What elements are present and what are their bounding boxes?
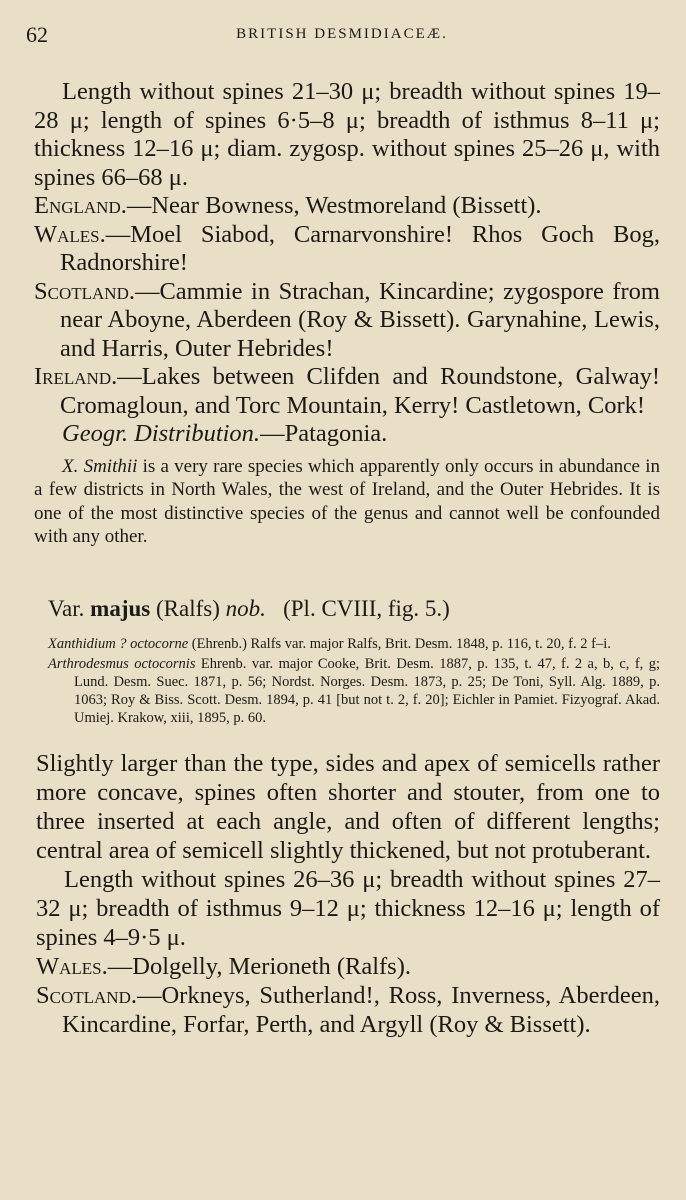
region-label: Ireland. — [34, 363, 118, 390]
species-details — [34, 78, 660, 549]
running-head — [24, 18, 660, 50]
region-label: Scotland. — [34, 277, 135, 305]
locality-text: —Moel Siabod, Carnarvonshire! Rhos Goch Bog, Radnorshire! — [60, 220, 660, 276]
synonym-text: (Ehrenb.) Ralfs var. major Ralfs, Brit. Desm. 1848, p. 116, t. 20, f. 2 f–i. — [188, 635, 611, 652]
distribution-label: Geogr. Distribution. — [62, 420, 261, 447]
synonym-taxon: Arthrodesmus octocornis — [48, 655, 196, 672]
locality-wales-2 — [36, 952, 660, 981]
remarks-paragraph — [34, 455, 660, 549]
synonym-text: Ehrenb. var. major Cooke, Brit. Desm. 1887, p. 135, t. 47, f. 2 a, b, c, f, g; Lund. Desm. Suec. 1871, p. 56; Nordst. Norges. Desm. 1873, p. 25; De Toni, Syll. Alg. 1889, p. 1063; Roy & Biss. Scott. Desm. 1894, p. 41 [but not t. 2, f. 20]; Eichler in Pamiet. Fizyograf. Akad. Umiej. Krakow, xiii, 1895, p. 60. — [74, 655, 660, 726]
variety-nob: nob. — [225, 595, 266, 621]
locality-text: —Cammie in Strachan, Kincardine; zygospore from near Aboyne, Aberdeen (Roy & Bissett). Garynahine, Lewis, and Harris, Outer Hebrides! — [60, 277, 660, 362]
remarks-text: is a very rare species which apparently only occurs in abundance in a few districts in North Wales, the west of Ireland, and the Outer Hebrides. It is one of the most distinctive species of the genus and cannot well be confounded with any other. — [34, 455, 660, 547]
region-label: Wales. — [36, 952, 108, 980]
description-paragraph: Slightly larger than the type, sides and apex of semicells rather more concave, spines often shorter and stouter, from one to three inserted at each angle, and often of different lengths; central area of semicell slightly thickened, but not protuberant. — [36, 749, 660, 864]
locality-ireland — [34, 363, 660, 420]
synonym-entry — [48, 655, 660, 727]
variety-prefix: Var. — [48, 595, 91, 621]
locality-wales — [34, 221, 660, 278]
distribution-text: —Patagonia. — [260, 420, 388, 447]
geographic-distribution — [34, 420, 660, 449]
locality-text: —Near Bowness, Westmoreland (Bissett). — [126, 192, 542, 219]
variety-details — [36, 749, 660, 1039]
variety-name: majus — [90, 595, 151, 621]
region-label: Wales. — [34, 220, 106, 248]
locality-text: —Orkneys, Sutherland!, Ross, Inverness, Aberdeen, Kincardine, Forfar, Perth, and Argyll (Roy & Bissett). — [62, 981, 660, 1038]
measurements-paragraph: Length without spines 21–30 μ; breadth without spines 19–28 μ; length of spines 6·5–8 μ; breadth of isthmus 8–11 μ; thickness 12–16 μ; diam. zygosp. without spines 25–26 μ, with spines 66–68 μ. — [34, 78, 660, 191]
locality-text: —Dolgelly, Merioneth (Ralfs). — [107, 952, 411, 980]
locality-text: —Lakes between Clifden and Roundstone, Galway! Cromagloun, and Torc Mountain, Kerry! Castletown, Cork! — [60, 363, 660, 419]
region-label: England. — [34, 192, 127, 219]
variety-authority: (Ralfs) — [150, 595, 226, 621]
locality-england — [34, 192, 660, 221]
variety-heading — [24, 595, 660, 623]
measurements-paragraph-2: Length without spines 26–36 μ; breadth without spines 27–32 μ; breadth of isthmus 9–12 μ; thickness 12–16 μ; length of spines 4–9·5 μ. — [36, 865, 660, 951]
locality-scotland — [34, 278, 660, 364]
region-label: Scotland. — [36, 981, 137, 1009]
plate-reference: (Pl. CVIII, fig. 5.) — [283, 595, 450, 621]
running-title: BRITISH DESMIDIACEÆ. — [236, 26, 448, 42]
synonym-entry — [48, 635, 660, 653]
synonym-taxon: Xanthidium ? octocorne — [48, 635, 189, 652]
page-number: 62 — [26, 22, 48, 47]
species-name: X. Smithii — [62, 455, 138, 477]
locality-scotland-2 — [36, 981, 660, 1039]
synonymy-block — [48, 635, 660, 727]
